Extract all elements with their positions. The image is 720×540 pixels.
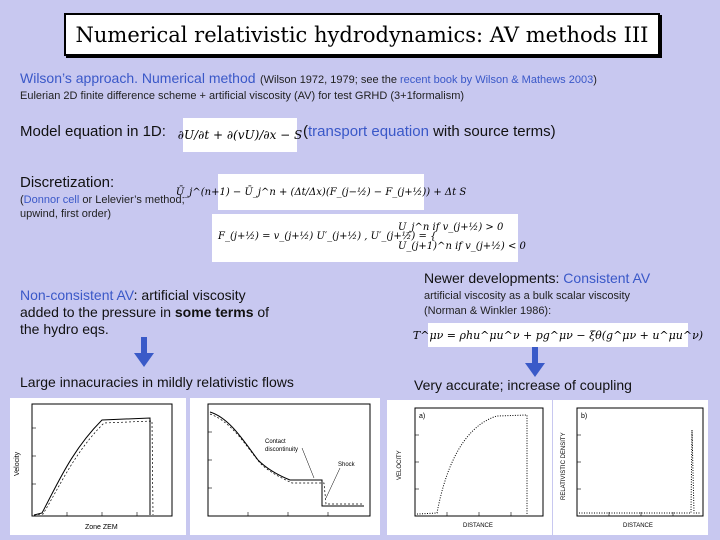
eulerian-line: Eulerian 2D finite difference scheme + artificial viscosity (AV) for test GRHD (3+1formalism) [20,90,465,102]
slide-title: Numerical relativistic hydrodynamics: AV methods III [75,22,649,47]
plot4-xlabel: DISTANCE [623,523,653,529]
plot1-xlabel: Zone ZEM [85,524,118,531]
consistent-equation: T^μν = ρhu^μu^ν + pg^μν − ξθ(g^μν + u^μu^ν) [428,323,688,347]
plot4-tag: b) [581,413,588,420]
down-arrow-left [133,337,155,369]
wilson-line [20,70,597,88]
plot2-annot-shock: Shock [338,462,355,468]
non-consistent-heading-rest: : artificial viscosity [133,287,246,303]
model-note [303,123,556,140]
discretization-equation-2 [212,214,526,262]
consistent-conclusion: Very accurate; increase of coupling [414,377,632,393]
non-consistent-line2-end: of [253,304,270,320]
model-paren-open: ( [303,123,308,140]
eq2-case2: U_(j+1)^n if v_(j+½) < 0 [398,241,526,252]
consistent-sub1: artificial viscosity as a bulk scalar viscosity [424,290,631,302]
plot-velocity-consistent-a [387,400,552,535]
consistent-heading [424,270,650,286]
plot3-tag: a) [419,413,426,420]
discretization-equation-1: Ū_j^(n+1) − Ū_j^n + (Δt/Δx)(F_(j−½) − F_(j+½)) + Δt S [218,174,424,210]
discretization-note-close: or Lelevier’s method; upwind, first order) [20,194,185,220]
plot2-annot-discontinuity: discontinuity [265,447,299,453]
non-consistent-link[interactable]: Non-consistent AV [20,287,134,303]
eq2-lhs: F_(j+½) = v_(j+½) U′_(j+½) , U′_(j+½) = { [218,231,437,242]
consistent-heading-pre: Newer developments: [424,270,564,286]
non-consistent-bold: some terms [174,304,254,320]
plot-density-consistent-b [553,400,708,535]
plot3-ylabel: VELOCITY [397,450,403,480]
model-paren-link[interactable]: transport equation [308,123,429,140]
wilson-prefix: Wilson’s approach. Numerical method [20,70,256,86]
non-consistent-conclusion: Large innacuracies in mildly relativistic flows [20,374,294,390]
eq2-case1: U_j^n if v_(j+½) > 0 [398,222,504,233]
slide-title-box [64,13,660,56]
discretization-label: Discretization: [20,174,115,191]
plot1-ylabel: Velocity [14,451,21,476]
wilson-ref-close: ) [593,74,597,86]
non-consistent-line3: the hydro eqs. [20,321,109,337]
consistent-sub2: (Norman & Winkler 1986): [424,305,552,317]
plot-velocity-nonconsistent-1 [10,398,186,535]
plot3-xlabel: DISTANCE [463,523,493,529]
discretization-note-open: ( [20,194,24,206]
plot4-ylabel: RELATIVISTIC DENSITY [561,432,567,500]
model-label: Model equation in 1D: [20,123,166,140]
model-paren-close: with source terms) [428,123,556,140]
non-consistent-line2: added to the pressure in [20,304,175,320]
wilson-ref-link[interactable]: recent book by Wilson & Mathews 2003 [400,74,594,86]
down-arrow-right [524,347,546,379]
plot2-annot-contact: Contact [265,439,286,445]
model-equation: ∂U/∂t + ∂(vU)/∂x − S [183,118,297,152]
consistent-link[interactable]: Consistent AV [563,270,651,286]
discretization-note-link[interactable]: Donnor cell [23,194,80,206]
non-consistent-block [20,287,340,338]
wilson-ref-open: (Wilson 1972, 1979; see the [259,74,400,86]
plot-density-nonconsistent-2 [190,398,380,535]
